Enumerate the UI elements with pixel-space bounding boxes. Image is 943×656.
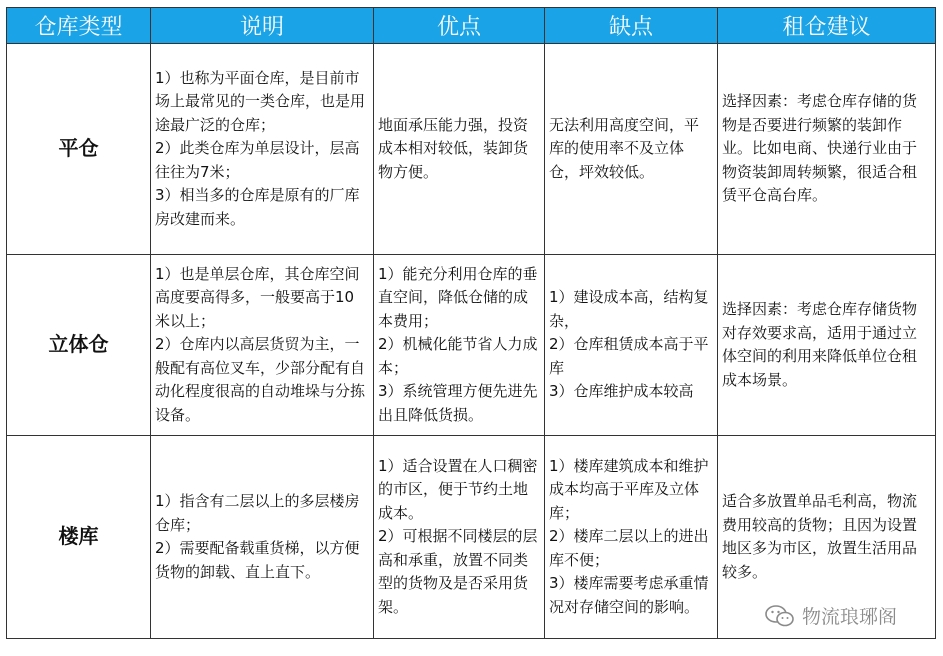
header-description: 说明 [151,8,374,44]
description-line: 2）仓库内以高层货贸为主，一般配有高位叉车，少部分配有自动化程度很高的自动堆垛与分拣设备。 [155,335,366,424]
watermark-text: 物流琅琊阁 [802,606,898,628]
watermark [760,602,901,629]
header-row [7,8,936,44]
description-cell [151,436,374,639]
pros-line: 1）能充分利用仓库的垂直空间，降低仓储的成本费用； [378,264,538,330]
pros-line: 1）适合设置在人口稠密的市区，便于节约土地成本。 [378,456,538,522]
table-row [7,255,936,436]
advice-cell [718,44,936,255]
cons-cell [545,255,718,436]
warehouse-comparison-table [6,7,936,639]
header-type: 仓库类型 [7,8,151,44]
pros-cell [374,436,545,639]
pros-line: 地面承压能力强，投资成本相对较低，装卸货物方便。 [378,115,529,181]
table-row [7,44,936,255]
pros-line: 2）可根据不同楼层的层高和承重，放置不同类型的货物及是否采用货架。 [378,527,538,616]
cons-line: 3）楼库需要考虑承重情况对存储空间的影响。 [549,574,709,616]
warehouse-type-cell: 立体仓 [7,255,151,436]
advice-cell [718,255,936,436]
header-pros: 优点 [374,8,545,44]
pros-line: 2）机械化能节省人力成本； [378,335,538,377]
description-cell [151,255,374,436]
description-line: 2）需要配备载重货梯，以方便货物的卸载、直上直下。 [155,539,360,581]
cons-line: 1）建设成本高，结构复杂， [549,288,709,330]
cons-line: 2）楼库二层以上的进出库不便； [549,527,709,569]
header-advice: 租仓建议 [718,8,936,44]
advice-line: 选择因素：考虑仓库存储货物对存效要求高，适用于通过立体空间的利用来降低单位仓租成本场景。 [722,300,918,389]
description-line: 2）此类仓库为单层设计，层高往往为7米； [155,139,360,181]
pros-cell [374,255,545,436]
pros-cell [374,44,545,255]
warehouse-type-cell: 楼库 [7,436,151,639]
cons-line: 1）楼库建筑成本和维护成本均高于平库及立体库； [549,456,709,522]
description-cell [151,44,374,255]
wechat-icon [764,604,796,628]
cons-cell [545,44,718,255]
cons-line: 3）仓库维护成本较高 [549,382,694,401]
cons-cell [545,436,718,639]
advice-line: 适合多放置单品毛利高，物流费用较高的货物；且因为设置地区多为市区，放置生活用品较多。 [722,492,918,581]
pros-line: 3）系统管理方便先进先出且降低货损。 [378,382,538,424]
description-line: 1）指含有二层以上的多层楼房仓库； [155,492,360,534]
cons-line: 2）仓库租赁成本高于平库 [549,335,709,377]
warehouse-type-cell: 平仓 [7,44,151,255]
advice-line: 选择因素：考虑仓库存储的货物是否要进行频繁的装卸作业。比如电商、快递行业由于物资装卸周转频繁，很适合租赁平仓高台库。 [722,92,918,205]
description-line: 3）相当多的仓库是原有的厂库房改建而来。 [155,186,360,228]
description-line: 1）也是单层仓库，其仓库空间高度要高得多，一般要高于10米以上； [155,264,360,330]
header-cons: 缺点 [545,8,718,44]
description-line: 1）也称为平面仓库，是目前市场上最常见的一类仓库，也是用途最广泛的仓库； [155,68,366,134]
cons-line: 无法利用高度空间，平库的使用率不及立体仓，坪效较低。 [549,115,700,181]
